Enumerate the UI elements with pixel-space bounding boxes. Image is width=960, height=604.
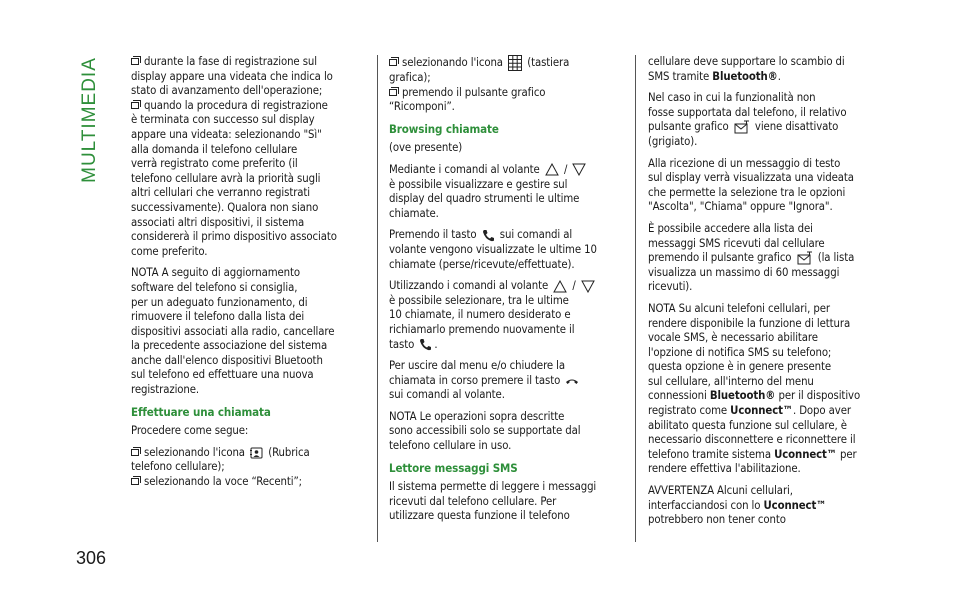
bullet-paragraph: selezionando l'icona (Rubrica telefono cellulare); selezionando la voce “Recenti”; — [131, 445, 310, 489]
checkbox-bullet-icon — [131, 478, 139, 485]
up-arrow-icon — [545, 163, 559, 176]
up-arrow-icon — [553, 280, 567, 293]
down-arrow-icon — [581, 280, 595, 293]
bullet-paragraph: durante la fase di registrazione sul display appare una videata che indica lo stato di avanzamento dell'operazione; quando la procedura di registrazione è terminata con successo sul display appare una videata: selezionando "Sì" alla domanda il telefono cellulare verrà registrato come preferito (il telefono cellulare avrà la priorità sugli altri cellulari che verranno registrati successivamente). Qualora non siano associati altri dispositivi, il sistema considererà il primo dispositivo associato come preferito. — [131, 55, 337, 258]
section-heading: Lettore messaggi SMS — [389, 460, 518, 475]
column-divider — [377, 55, 378, 542]
section-title: MULTIMEDIA — [79, 57, 101, 183]
checkbox-bullet-icon — [389, 59, 397, 66]
body-paragraph: Mediante i comandi al volante / è possibile visualizzare e gestire sul display del quadro strumenti le ultime chiamate. — [389, 163, 629, 221]
body-paragraph: Utilizzando i comandi al volante / è possibile selezionare, tra le ultime 10 chiamate, il numero desiderato e richiamarlo premendo nuovamente il tasto . — [389, 279, 629, 352]
phone-icon — [419, 338, 432, 351]
body-paragraph: cellulare deve supportare lo scambio di SMS tramite Bluetooth®. — [648, 55, 845, 83]
column-1 — [131, 55, 369, 497]
intro-text: Procedere come segue: — [131, 424, 249, 438]
phone-icon — [482, 229, 495, 242]
page-number: 306 — [76, 548, 107, 568]
note-paragraph: NOTA Le operazioni sopra descritte sono accessibili solo se supportate dal telefono cellulare in uso. — [389, 409, 581, 453]
subheading-text: (ove presente) — [389, 141, 463, 155]
envelope-icon — [797, 251, 813, 265]
section-heading: Browsing chiamate — [389, 121, 499, 136]
note-paragraph: NOTA Su alcuni telefoni cellulari, per rendere disponibile la funzione di lettura vocale SMS, è necessario abilitare l'opzione di notifica SMS su telefono; questa opzione è in genere presente sul cellulare, all'interno del menu connessioni Bluetooth® per il dispositivo registrato come Uconnect™. Dopo aver abilitato questa funzione sul cellulare, è necessario disconnettere e riconnettere il telefono tramite sistema Uconnect™ per rendere effettiva l'abilitazione. — [648, 301, 861, 476]
body-paragraph: Premendo il tasto sui comandi al volante vengono visualizzate le ultime 10 chiamate (perse/ricevute/effettuate). — [389, 228, 597, 271]
keypad-icon — [508, 55, 522, 71]
body-paragraph: Il sistema permette di leggere i messaggi ricevuti dal telefono cellulare. Per utilizzare questa funzione il telefono — [389, 480, 597, 523]
column-2 — [389, 55, 629, 531]
phonebook-icon — [250, 446, 263, 459]
checkbox-bullet-icon — [131, 102, 139, 109]
bullet-paragraph: selezionando l'icona (tastiera grafica); premendo il pulsante grafico “Ricomponi”. — [389, 56, 570, 114]
checkbox-bullet-icon — [131, 58, 139, 65]
checkbox-bullet-icon — [131, 449, 139, 456]
body-paragraph: È possibile accedere alla lista dei messaggi SMS ricevuti dal cellulare premendo il pulsante grafico (la lista visualizza un massimo di 60 messaggi ricevuti). — [648, 221, 855, 294]
column-3 — [648, 55, 888, 535]
column-divider — [635, 55, 636, 542]
section-heading: Effettuare una chiamata — [131, 404, 271, 419]
down-arrow-icon — [572, 163, 586, 176]
hang-up-icon — [565, 377, 579, 385]
body-paragraph: Per uscire dal menu e/o chiudere la chiamata in corso premere il tasto sui comandi al volante. — [389, 359, 629, 403]
note-paragraph: NOTA A seguito di aggiornamento software del telefono si consiglia, per un adeguato funzionamento, di rimuovere il telefono dalla lista dei dispositivi associati alla radio, cancellare la precedente associazione del sistema anche dall'elenco dispositivi Bluetooth sul telefono ed effettuare una nuova registrazione. — [131, 266, 335, 397]
checkbox-bullet-icon — [389, 89, 397, 96]
envelope-icon — [734, 120, 750, 134]
body-paragraph: Nel caso in cui la funzionalità non fosse supportata dal telefono, il relativo pulsante grafico viene disattivato (grigiato). — [648, 91, 847, 148]
warning-paragraph: AVVERTENZA Alcuni cellulari, interfacciandosi con lo Uconnect™ potrebbero non tener conto — [648, 484, 827, 527]
body-paragraph: Alla ricezione di un messaggio di testo sul display verrà visualizzata una videata che permette la selezione tra le opzioni "Ascolta", "Chiama" oppure "Ignora". — [648, 156, 854, 214]
